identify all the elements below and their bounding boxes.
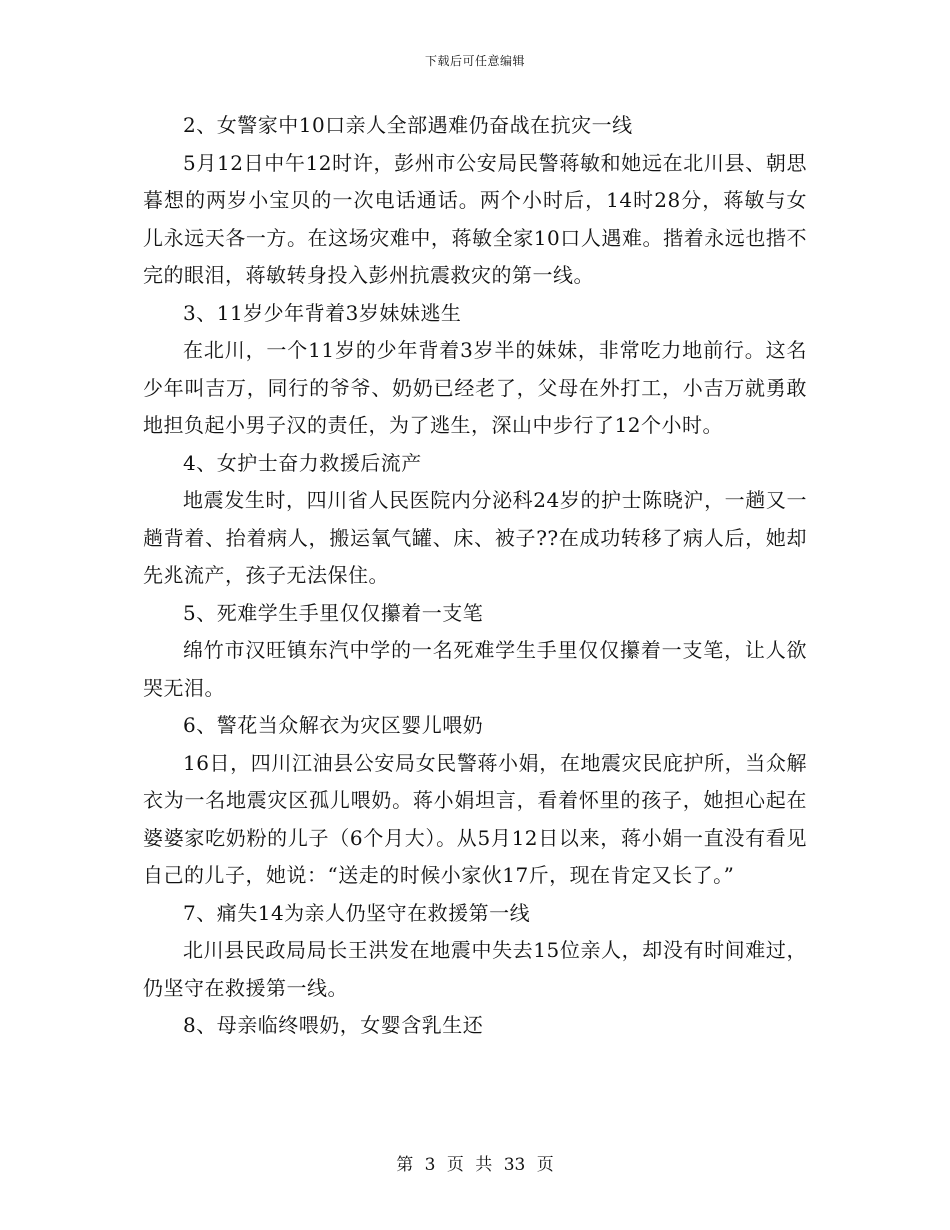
paragraph-item-2: 5月12日中午12时许，彭州市公安局民警蒋敏和她远在北川县、朝思暮想的两岁小宝贝的一次电话通话。两个小时后，14时28分，蒋敏与女儿永远天各一方。在这场灾难中，蒋敏全家10口人遇难。揩着永远也揩不完的眼泪，蒋敏转身投入彭州抗震救灾的第一线。 <box>143 150 807 287</box>
page-number-footer: 第 3 页 共 33 页 <box>396 1155 554 1175</box>
paragraph-item-4: 地震发生时，四川省人民医院内分泌科24岁的护士陈晓沪，一趟又一趟背着、抬着病人，搬运氧气罐、床、被子??在成功转移了病人后，她却先兆流产，孩子无法保住。 <box>143 488 807 587</box>
page-header-note: 下载后可任意编辑 <box>424 54 525 68</box>
document-body <box>143 107 807 1045</box>
heading-item-8: 8、母亲临终喂奶，女婴含乳生还 <box>183 1013 484 1037</box>
heading-item-2: 2、女警家中10口亲人全部遇难仍奋战在抗灾一线 <box>183 113 633 137</box>
heading-item-5: 5、死难学生手里仅仅攥着一支笔 <box>183 600 484 625</box>
heading-item-3: 3、11岁少年背着3岁妹妹逃生 <box>183 300 462 325</box>
paragraph-item-3: 在北川，一个11岁的少年背着3岁半的妹妹，非常吃力地前行。这名少年叫吉万，同行的爷爷、奶奶已经老了，父母在外打工，小吉万就勇敢地担负起小男子汉的责任，为了逃生，深山中步行了12个小时。 <box>143 338 807 437</box>
paragraph-item-6: 16日，四川江油县公安局女民警蒋小娟，在地震灾民庇护所，当众解衣为一名地震灾区孤儿喂奶。蒋小娟坦言，看着怀里的孩子，她担心起在婆婆家吃奶粉的儿子（6个月大）。从5月12日以来，蒋小娟一直没有看见自己的儿子，她说：“送走的时候小家伙17斤，现在肯定又长了。” <box>143 750 807 887</box>
paragraph-item-5: 绵竹市汉旺镇东汽中学的一名死难学生手里仅仅攥着一支笔，让人欲哭无泪。 <box>143 638 807 700</box>
heading-item-6: 6、警花当众解衣为灾区婴儿喂奶 <box>183 713 484 737</box>
paragraph-item-7: 北川县民政局局长王洪发在地震中失去15位亲人，却没有时间难过，仍坚守在救援第一线。 <box>143 938 807 1000</box>
heading-item-4: 4、女护士奋力救援后流产 <box>183 450 422 475</box>
heading-item-7: 7、痛失14为亲人仍坚守在救援第一线 <box>183 900 531 925</box>
